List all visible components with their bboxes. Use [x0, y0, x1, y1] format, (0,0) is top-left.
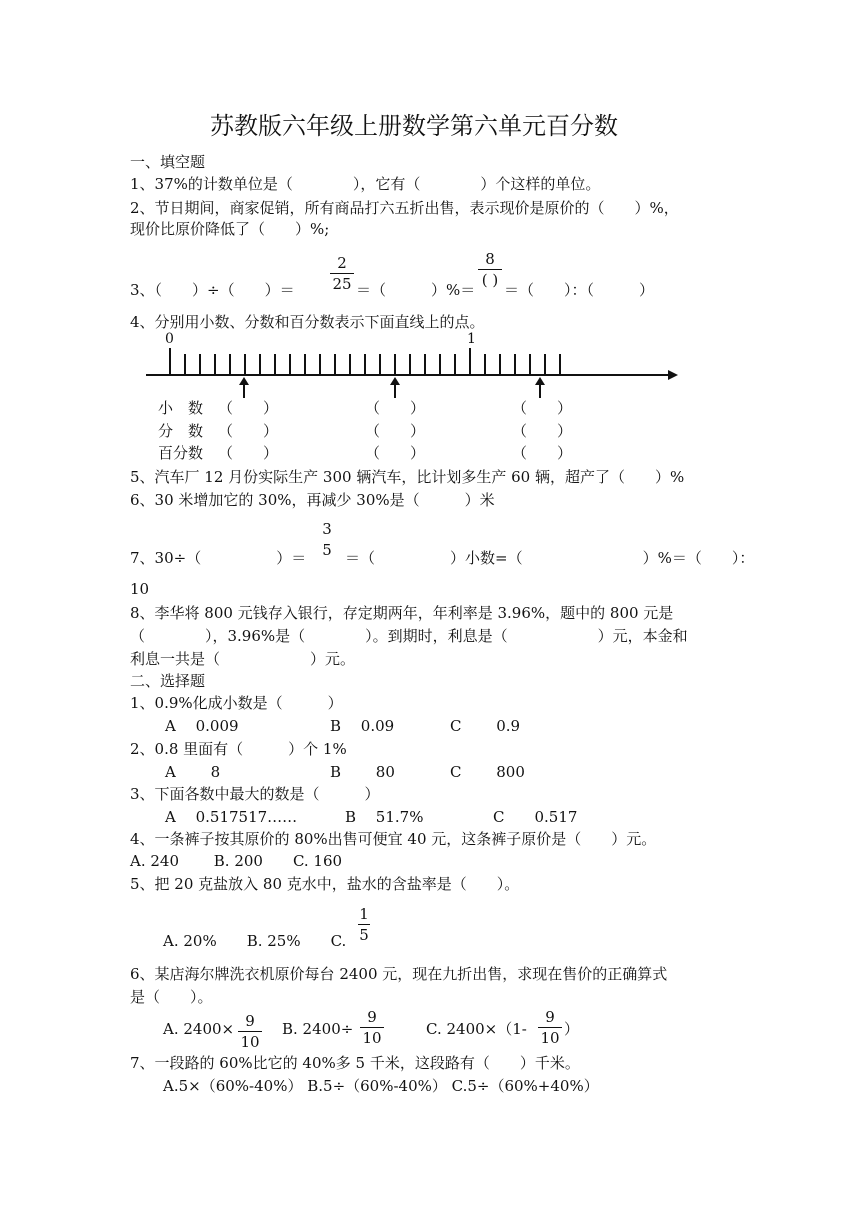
question-1-3-prefix: 3、（ ）÷（ ）＝: [130, 281, 295, 299]
option-c: C 0.9: [450, 717, 521, 735]
option-b: B 0.09: [330, 717, 395, 735]
page-title: 苏教版六年级上册数学第六单元百分数: [210, 112, 618, 140]
question-2-1: 1、0.9%化成小数是（ ）: [130, 694, 343, 712]
section-heading-fill: 一、填空题: [130, 153, 206, 171]
row-label-decimal: 小 数: [158, 399, 204, 417]
number-line-label-0: 0: [165, 331, 174, 347]
number-line-ticks: [170, 348, 560, 375]
option-c-end: ）: [564, 1020, 580, 1038]
fraction-9-10: [360, 1008, 384, 1047]
blank: （ ）: [512, 399, 573, 417]
question-2-6a: 6、某店海尔牌洗衣机原价每台 2400 元，现在九折出售，求现在售价的正确算式: [130, 965, 668, 983]
fraction-denominator: 5: [359, 926, 369, 944]
option-a: A 0.009: [165, 717, 239, 735]
option-a: A 8: [165, 763, 221, 781]
fraction-9-10: [238, 1012, 262, 1051]
fraction-denominator: 5: [322, 541, 332, 559]
point-arrow-1: [239, 377, 249, 398]
option-c: C 800: [450, 763, 525, 781]
question-1-7c: 10: [130, 580, 150, 598]
question-1-7a: 7、30÷（ ）＝: [130, 549, 307, 567]
fraction-numerator: 1: [359, 905, 369, 923]
fraction-1-5: [352, 905, 376, 944]
question-1-3-mid: ＝（ ）%＝: [356, 281, 476, 299]
point-arrow-3: [535, 377, 545, 398]
option-b: B. 2400÷: [282, 1020, 354, 1038]
blank: （ ）: [218, 444, 279, 462]
fraction-denominator: ( ): [481, 271, 499, 289]
arrow-up-icon: [390, 377, 400, 385]
arrow-up-icon: [239, 377, 249, 385]
fraction-numerator: 9: [367, 1008, 377, 1026]
fraction-numerator: 8: [485, 250, 495, 268]
arrow-right-icon: [668, 370, 678, 380]
fraction-8-blank: [478, 250, 502, 289]
blank: （ ）: [218, 399, 279, 417]
option-a: A 0.517517……: [165, 808, 298, 826]
number-line-label-1: 1: [467, 331, 476, 347]
question-2-2: 2、0.8 里面有（ ）个 1%: [130, 740, 347, 758]
blank: （ ）: [512, 422, 573, 440]
blank: （ ）: [365, 422, 426, 440]
question-1-7b: ＝（ ）小数=（ ）%＝（ ）：: [345, 549, 755, 567]
question-2-3: 3、下面各数中最大的数是（ ）: [130, 785, 380, 803]
option-b: B 80: [330, 763, 395, 781]
fraction-numerator: 3: [322, 520, 332, 538]
fraction-numerator: 9: [545, 1008, 555, 1026]
option-b: B 51.7%: [345, 808, 424, 826]
blank: （ ）: [365, 444, 426, 462]
blank: （ ）: [512, 444, 573, 462]
question-2-4-options: A. 240 B. 200 C. 160: [130, 852, 343, 870]
question-1-3-suffix: ＝（ ）：（ ）: [504, 281, 655, 299]
fraction-denominator: 10: [540, 1029, 560, 1047]
option-c: C 0.517: [493, 808, 578, 826]
fraction-numerator: 2: [337, 254, 347, 272]
question-1-6: 6、30 米增加它的 30%，再减少 30%是（ ）米: [130, 491, 495, 509]
fraction-2-25: [330, 254, 354, 293]
blank: （ ）: [218, 422, 279, 440]
arrow-up-icon: [535, 377, 545, 385]
point-arrow-2: [390, 377, 400, 398]
fraction-denominator: 10: [240, 1033, 260, 1051]
question-2-5: 5、把 20 克盐放入 80 克水中，盐水的含盐率是（ ）。: [130, 875, 520, 893]
fraction-numerator: 9: [245, 1012, 255, 1030]
question-1-2b: 现价比原价降低了（ ）%;: [130, 220, 330, 238]
number-line: [0, 340, 860, 400]
question-2-7-options: A.5×（60%-40%） B.5÷（60%-40%） C.5÷（60%+40%）: [163, 1077, 599, 1095]
row-label-fraction: 分 数: [158, 422, 204, 440]
question-1-5: 5、汽车厂 12 月份实际生产 300 辆汽车，比计划多生产 60 辆，超产了（ ）%: [130, 468, 685, 486]
fraction-3-5: [315, 520, 339, 559]
question-1-4: 4、分别用小数、分数和百分数表示下面直线上的点。: [130, 313, 485, 331]
question-2-7: 7、一段路的 60%比它的 40%多 5 千米，这段路有（ ）千米。: [130, 1054, 580, 1072]
fraction-denominator: 10: [362, 1029, 382, 1047]
question-2-6b: 是（ ）。: [130, 988, 213, 1006]
question-1-8a: 8、李华将 800 元钱存入银行，存定期两年，年利率是 3.96%，题中的 800 元是: [130, 604, 674, 622]
question-2-4: 4、一条裤子按其原价的 80%出售可便宜 40 元，这条裤子原价是（ ）元。: [130, 830, 657, 848]
question-1-8c: 利息一共是（ ）元。: [130, 650, 356, 668]
question-1-8b: （ ），3.96%是（ ）。到期时，利息是（ ）元，本金和: [130, 627, 688, 645]
option-c: C. 2400×（1-: [426, 1020, 527, 1038]
fraction-denominator: 25: [332, 275, 352, 293]
question-1-1: 1、37%的计数单位是（ ），它有（ ）个这样的单位。: [130, 175, 601, 193]
question-1-2a: 2、节日期间，商家促销，所有商品打六五折出售，表示现价是原价的（ ）%，: [130, 199, 679, 217]
blank: （ ）: [365, 399, 426, 417]
question-2-5-options: A. 20% B. 25% C.: [163, 932, 347, 950]
option-a: A. 2400×: [163, 1020, 235, 1038]
row-label-percent: 百分数: [158, 444, 204, 462]
section-heading-choice: 二、选择题: [130, 672, 206, 690]
fraction-9-10: [538, 1008, 562, 1047]
